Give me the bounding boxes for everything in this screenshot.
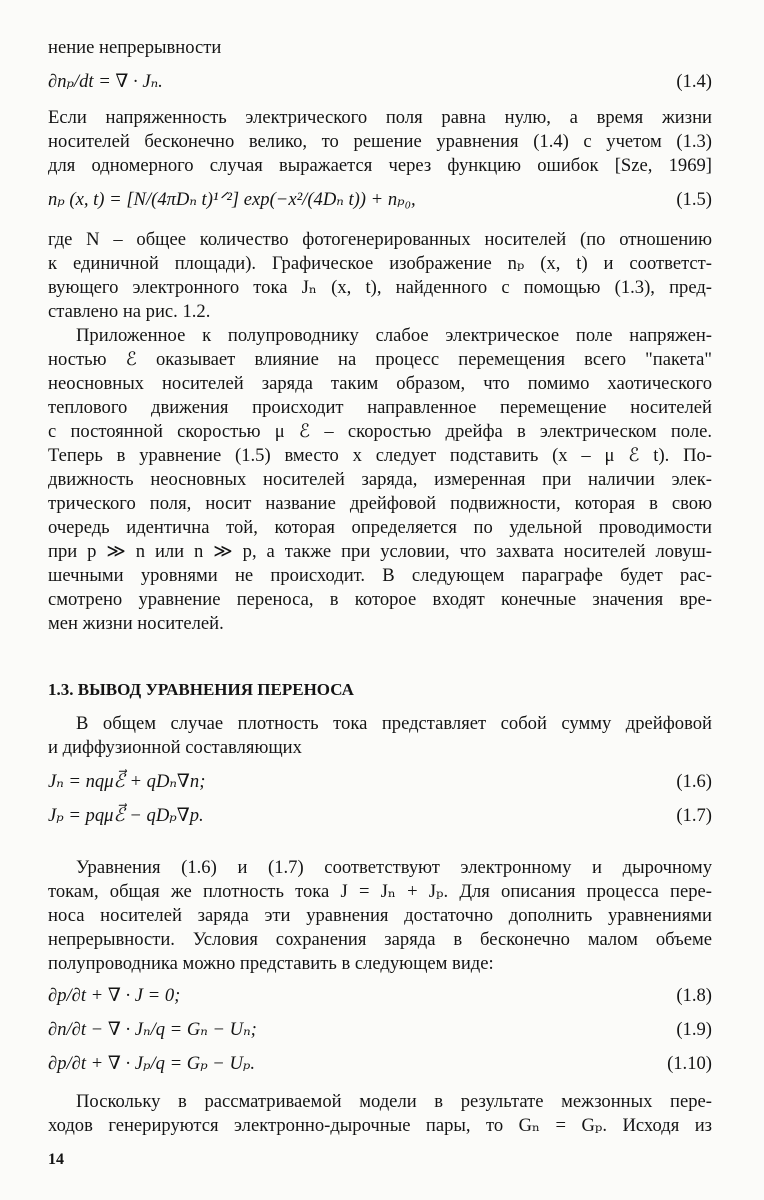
text-line: при p ≫ n или n ≫ p, а также при условии, что захвата носителей ловуш- <box>48 541 712 562</box>
equation-formula: nₚ (x, t) = [N/(4πDₙ t)¹ᐟ²] exp(−x²/(4Dₙ t)) + nₚ₀, <box>48 189 416 210</box>
equation-number: (1.10) <box>667 1053 712 1074</box>
text-line: неосновных носителей заряда таким образом, что помимо хаотического <box>48 373 712 394</box>
text-line: шечными уровнями не происходит. В следующем параграфе будет рас- <box>48 565 712 586</box>
text-line: Теперь в уравнение (1.5) вместо x следует подставить (x – μ ℰ t). По- <box>48 445 712 466</box>
text-line: ходов генерируются электронно-дырочные пары, то Gₙ = Gₚ. Исходя из <box>48 1115 712 1136</box>
text-line: очередь идентична той, которая определяется по удельной проводимости <box>48 517 712 538</box>
text-line: полупроводника можно представить в следующем виде: <box>48 953 494 974</box>
equation-formula: ∂nₚ/dt = ∇ · Jₙ. <box>48 71 163 92</box>
text-line: и диффузионной составляющих <box>48 737 302 758</box>
text-line: движность неосновных носителей заряда, измеренная при наличии элек- <box>48 469 712 490</box>
text-line: Уравнения (1.6) и (1.7) соответствуют электронному и дырочному <box>76 857 712 878</box>
equation-1-7 <box>48 804 712 828</box>
equation-number: (1.8) <box>676 985 712 1006</box>
text-line: носителей бесконечно велико, то решение уравнения (1.4) с учетом (1.3) <box>48 131 712 152</box>
equation-1-5 <box>48 188 712 212</box>
text-line: вующего электронного тока Jₙ (x, t), найденного с помощью (1.3), пред- <box>48 277 712 298</box>
text-line: теплового движения происходит направленное перемещение носителей <box>48 397 712 418</box>
page-number: 14 <box>48 1151 64 1168</box>
equation-1-6 <box>48 770 712 794</box>
section-heading: 1.3. ВЫВОД УРАВНЕНИЯ ПЕРЕНОСА <box>48 680 354 699</box>
text-line: токам, общая же плотность тока J = Jₙ + Jₚ. Для описания процесса пере- <box>48 881 712 902</box>
equation-formula: ∂p/∂t + ∇ · J = 0; <box>48 985 181 1006</box>
equation-number: (1.4) <box>676 71 712 92</box>
text-line: Приложенное к полупроводнику слабое электрическое поле напряжен- <box>76 325 712 346</box>
text-line: непрерывности. Условия сохранения заряда в бесконечно малом объеме <box>48 929 712 950</box>
equation-1-10 <box>48 1052 712 1076</box>
text-line: В общем случае плотность тока представляет собой сумму дрейфовой <box>76 713 712 734</box>
text-line: трического поля, носит название дрейфовой подвижности, которая в свою <box>48 493 712 514</box>
equation-number: (1.5) <box>676 189 712 210</box>
text-line: для одномерного случая выражается через функцию ошибок [Sze, 1969] <box>48 155 712 176</box>
text-line: носа носителей заряда эти уравнения достаточно дополнить уравнениями <box>48 905 712 926</box>
equation-1-4 <box>48 70 712 94</box>
equation-number: (1.7) <box>676 805 712 826</box>
text-line: Если напряженность электрического поля равна нулю, а время жизни <box>48 107 712 128</box>
text-line: мен жизни носителей. <box>48 613 224 634</box>
text-line: ставлено на рис. 1.2. <box>48 301 211 322</box>
text-line: нение непрерывности <box>48 37 222 58</box>
text-line: с постоянной скоростью μ ℰ – скоростью дрейфа в электрическом поле. <box>48 421 712 442</box>
equation-formula: ∂n/∂t − ∇ · Jₙ/q = Gₙ − Uₙ; <box>48 1019 257 1040</box>
equation-1-9 <box>48 1018 712 1042</box>
equation-formula: Jₚ = pqμℰ⃗ − qDₚ∇p. <box>48 805 204 826</box>
text-line: ностью ℰ оказывает влияние на процесс перемещения всего "пакета" <box>48 349 712 370</box>
equation-formula: Jₙ = nqμℰ⃗ + qDₙ∇n; <box>48 771 206 792</box>
text-line: где N – общее количество фотогенерированных носителей (по отношению <box>48 229 712 250</box>
equation-1-8 <box>48 984 712 1008</box>
equation-number: (1.9) <box>676 1019 712 1040</box>
text-line: к единичной площади). Графическое изображение nₚ (x, t) и соответст- <box>48 253 712 274</box>
text-line: смотрено уравнение переноса, в которое входят конечные значения вре- <box>48 589 712 610</box>
text-line: Поскольку в рассматриваемой модели в результате межзонных пере- <box>76 1091 712 1112</box>
equation-number: (1.6) <box>676 771 712 792</box>
equation-formula: ∂p/∂t + ∇ · Jₚ/q = Gₚ − Uₚ. <box>48 1053 255 1074</box>
